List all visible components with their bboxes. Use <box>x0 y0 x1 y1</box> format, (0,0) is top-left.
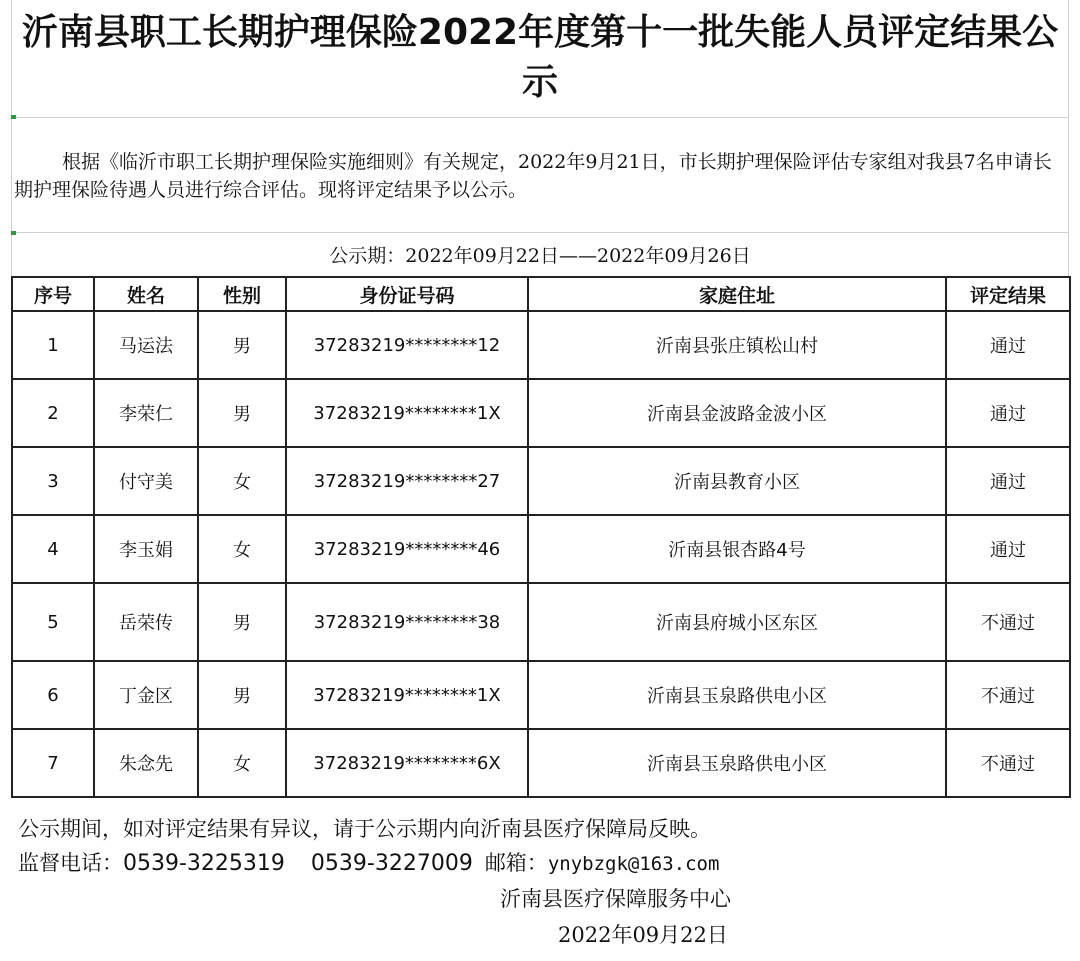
cell-name: 付守美 <box>94 447 198 515</box>
table-row <box>12 729 1070 797</box>
cell-marker <box>11 115 16 119</box>
cell-no: 5 <box>12 583 94 661</box>
results-table <box>11 276 1071 798</box>
publicity-period: 公示期：2022年09月22日——2022年09月26日 <box>329 245 751 267</box>
intro-paragraph: 根据《临沂市职工长期护理保险实施细则》有关规定，2022年9月21日，市长期护理保险评估专家组对我县7名申请长期护理保险待遇人员进行综合评估。现将评定结果予以公示。 <box>14 151 1052 201</box>
table-row <box>12 661 1070 729</box>
contact-line <box>18 846 1068 881</box>
cell-no: 7 <box>12 729 94 797</box>
cell-name: 马运法 <box>94 311 198 379</box>
cell-id: 37283219********12 <box>286 311 528 379</box>
cell-result: 通过 <box>946 311 1070 379</box>
phone-number: 0539-3227009 <box>310 851 473 876</box>
cell-name: 丁金区 <box>94 661 198 729</box>
cell-result: 不通过 <box>946 583 1070 661</box>
header-gender: 性别 <box>198 277 286 311</box>
cell-id: 37283219********6X <box>286 729 528 797</box>
cell-name: 李玉娟 <box>94 515 198 583</box>
cell-gender: 男 <box>198 661 286 729</box>
email-label: 邮箱： <box>484 851 548 875</box>
page-title: 沂南县职工长期护理保险2022年度第十一批失能人员评定结果公示 <box>21 12 1059 103</box>
cell-no: 2 <box>12 379 94 447</box>
header-id: 身份证号码 <box>286 277 528 311</box>
cell-no: 6 <box>12 661 94 729</box>
divider-line <box>12 117 1068 118</box>
cell-gender: 女 <box>198 729 286 797</box>
cell-marker <box>11 231 16 235</box>
cell-name: 岳荣传 <box>94 583 198 661</box>
cell-id: 37283219********1X <box>286 379 528 447</box>
email-address: ynybzgk@163.com <box>547 853 720 875</box>
divider-line <box>12 232 1068 233</box>
header-name: 姓名 <box>94 277 198 311</box>
cell-name: 李荣仁 <box>94 379 198 447</box>
header-no: 序号 <box>12 277 94 311</box>
cell-result: 不通过 <box>946 661 1070 729</box>
cell-result: 通过 <box>946 447 1070 515</box>
cell-address: 沂南县银杏路4号 <box>528 515 946 583</box>
cell-no: 3 <box>12 447 94 515</box>
cell-gender: 男 <box>198 311 286 379</box>
phone-number: 0539-3225319 <box>123 851 285 876</box>
issue-date: 2022年09月22日 <box>558 923 728 947</box>
cell-id: 37283219********1X <box>286 661 528 729</box>
cell-gender: 男 <box>198 583 286 661</box>
cell-address: 沂南县玉泉路供电小区 <box>528 729 946 797</box>
cell-no: 1 <box>12 311 94 379</box>
cell-result: 通过 <box>946 379 1070 447</box>
table-row <box>12 583 1070 661</box>
cell-address: 沂南县教育小区 <box>528 447 946 515</box>
cell-gender: 女 <box>198 515 286 583</box>
cell-result: 通过 <box>946 515 1070 583</box>
frame-right-line <box>1068 0 1069 276</box>
organization-name: 沂南县医疗保障服务中心 <box>500 887 731 911</box>
cell-name: 朱念先 <box>94 729 198 797</box>
phone-label: 监督电话： <box>18 851 123 875</box>
header-result: 评定结果 <box>946 277 1070 311</box>
cell-address: 沂南县张庄镇松山村 <box>528 311 946 379</box>
table-row <box>12 447 1070 515</box>
cell-result: 不通过 <box>946 729 1070 797</box>
cell-no: 4 <box>12 515 94 583</box>
cell-gender: 男 <box>198 379 286 447</box>
objection-note: 公示期间，如对评定结果有异议，请于公示期内向沂南县医疗保障局反映。 <box>18 817 711 841</box>
cell-address: 沂南县金波路金波小区 <box>528 379 946 447</box>
cell-id: 37283219********46 <box>286 515 528 583</box>
table-row <box>12 311 1070 379</box>
cell-gender: 女 <box>198 447 286 515</box>
cell-id: 37283219********27 <box>286 447 528 515</box>
cell-address: 沂南县府城小区东区 <box>528 583 946 661</box>
cell-address: 沂南县玉泉路供电小区 <box>528 661 946 729</box>
table-row <box>12 379 1070 447</box>
table-row <box>12 515 1070 583</box>
table-header-row <box>12 277 1070 311</box>
cell-id: 37283219********38 <box>286 583 528 661</box>
header-address: 家庭住址 <box>528 277 946 311</box>
